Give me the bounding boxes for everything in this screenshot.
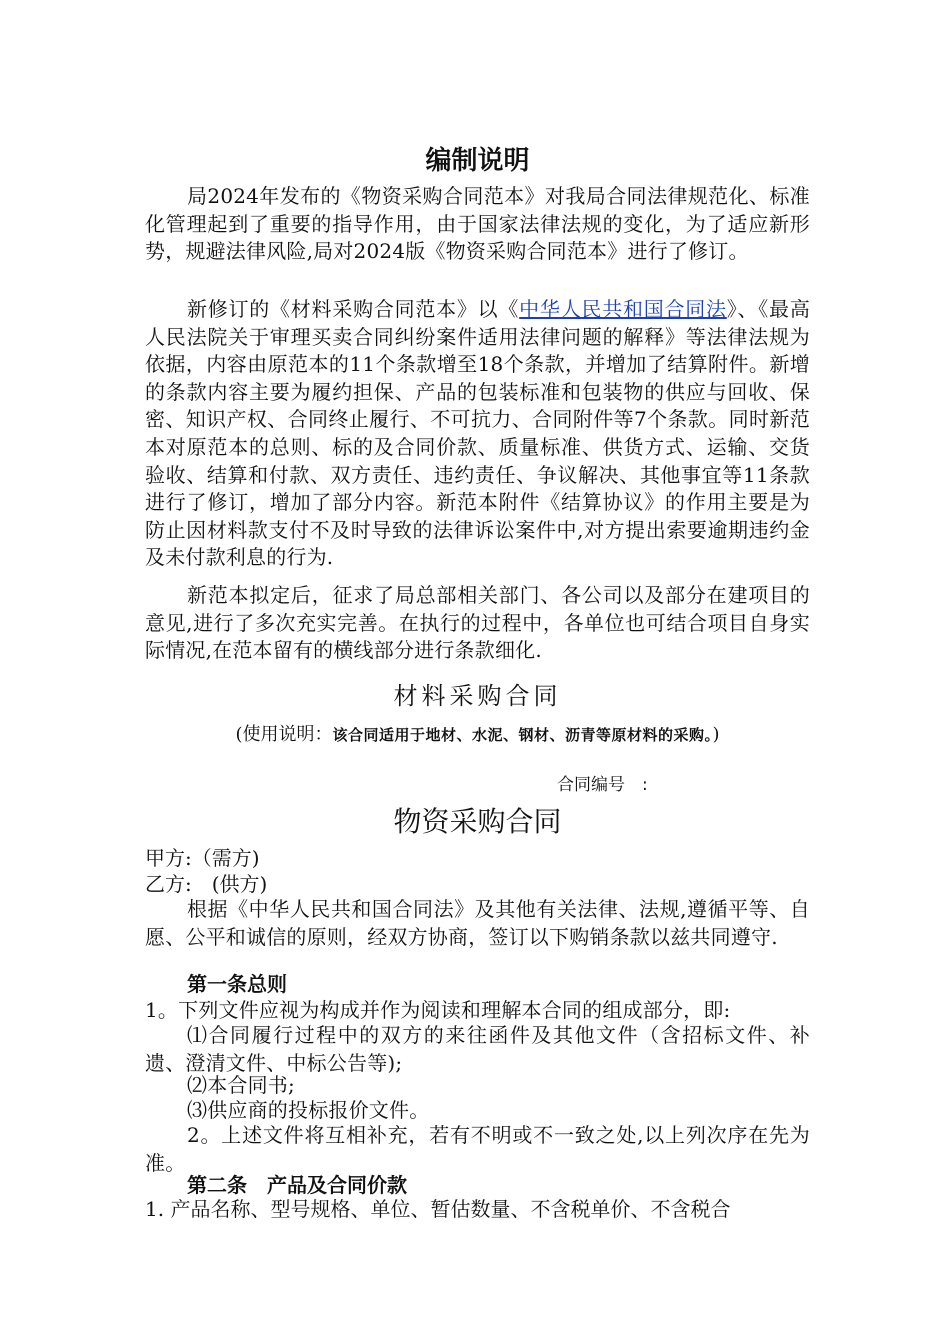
article-1-subitem-1: ⑴合同履行过程中的双方的来往函件及其他文件（含招标文件、补遗、澄清文件、中标公告等); (145, 1023, 810, 1075)
usage-instructions (145, 722, 810, 748)
contract-number-label: 合同编号 : (557, 775, 648, 795)
material-purchase-contract-title: 材料采购合同 (393, 682, 562, 710)
compilation-notes-title: 编制说明 (425, 146, 530, 176)
party-b-line: 乙方: (供方) (145, 872, 268, 896)
compilation-notes-paragraph-2 (145, 296, 810, 572)
usage-instructions-prefix: (使用说明： (235, 724, 333, 745)
article-1-subitem-2: ⑵本合同书; (187, 1073, 295, 1097)
article-1-heading: 第一条总则 (187, 972, 287, 996)
contract-title: 物资采购合同 (393, 805, 562, 838)
paragraph-2-lead-text: 新修订的《材料采购合同范本》以《 (187, 297, 520, 321)
article-1-item-2: 2。上述文件将互相补充，若有不明或不一致之处,以上列次序在先为准。 (145, 1123, 810, 1175)
article-1-subitem-3: ⑶供应商的投标报价文件。 (187, 1098, 430, 1122)
usage-instructions-note: 该合同适用于地材、水泥、钢材、沥青等原材料的采购。 (332, 726, 713, 744)
party-a-line: 甲方:（需方) (145, 846, 260, 870)
compilation-notes-paragraph-3: 新范本拟定后，征求了局总部相关部门、各公司以及部分在建项目的意见,进行了多次充实完善。在执行的过程中，各单位也可结合项目自身实际情况,在范本留有的横线部分进行条款细化. (145, 583, 810, 663)
usage-instructions-suffix: ) (712, 724, 720, 745)
contract-law-link[interactable]: 中华人民共和国合同法 (519, 297, 727, 321)
article-2-item-1: 1. 产品名称、型号规格、单位、暂估数量、不含税单价、不含税合 (145, 1197, 731, 1221)
contract-preamble: 根据《中华人民共和国合同法》及其他有关法律、法规,遵循平等、自愿、公平和诚信的原则，经双方协商，签订以下购销条款以兹共同遵守. (145, 897, 810, 949)
compilation-notes-paragraph-1: 局2024年发布的《物资采购合同范本》对我局合同法律规范化、标准化管理起到了重要的指导作用，由于国家法律法规的变化，为了适应新形势，规避法律风险,局对2024版《物资采购合同范本》进行了修订。 (145, 184, 810, 264)
article-1-item-1: 1。下列文件应视为构成并作为阅读和理解本合同的组成部分，即: (145, 998, 731, 1022)
paragraph-2-body-text: 》、《最高人民法院关于审理买卖合同纠纷案件适用法律问题的解释》等法律法规为依据，内容由原范本的11个条款增至18个条款，并增加了结算附件。新增的条款内容主要为履约担保、产品的包装标准和包装物的供应与回收、保密、知识产权、合同终止履行、不可抗力、合同附件等7个条款。同时新范本对原范本的总则、标的及合同价款、质量标准、供货方式、运输、交货验收、结算和付款、双方责任、违约责任、争议解决、其他事宜等11条款进行了修订，增加了部分内容。新范本附件《结算协议》的作用主要是为防止因材料款支付不及时导致的法律诉讼案件中,对方提出索要逾期违约金及未付款利息的行为. (145, 297, 811, 570)
article-2-heading: 第二条 产品及合同价款 (187, 1173, 407, 1197)
